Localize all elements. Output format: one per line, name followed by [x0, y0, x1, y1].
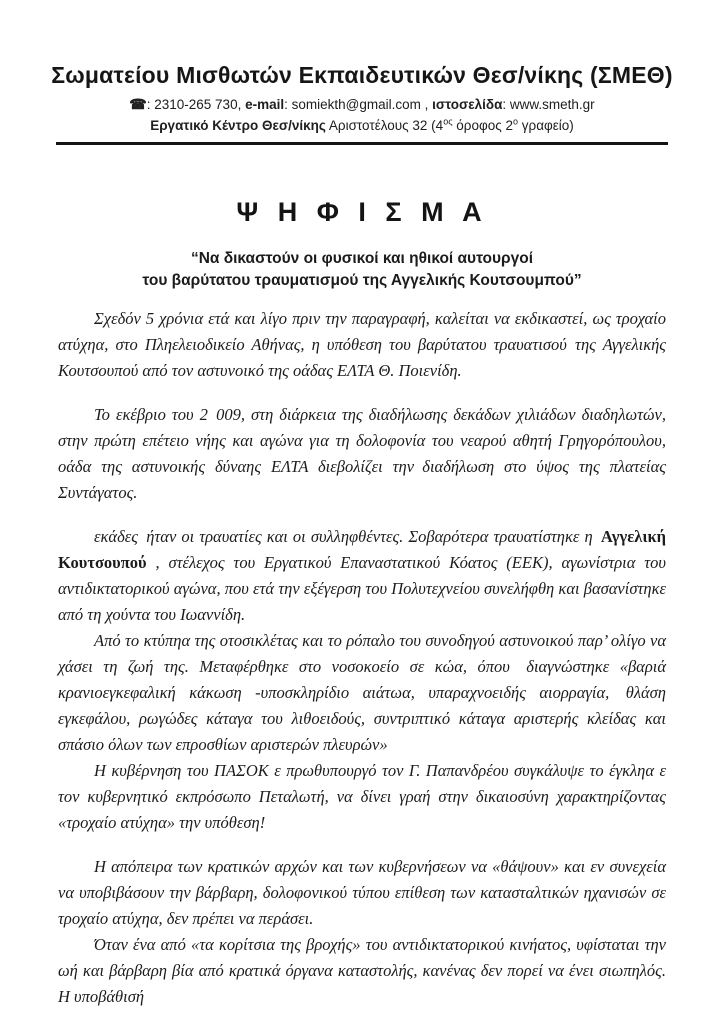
address-line	[0, 118, 724, 133]
website-value: : www.smeth.gr	[502, 97, 595, 112]
contact-line	[0, 96, 724, 113]
paragraph-3	[58, 524, 666, 628]
org-title: Σωματείου Μισθωτών Εκπαιδευτικών Θεσ/νίκης (ΣΜΕΘ)	[51, 62, 673, 88]
email-value: : somiekth@gmail.com ,	[284, 97, 433, 112]
document-main	[0, 197, 724, 1010]
address-office-text: γραφείο)	[518, 118, 574, 133]
header-divider	[56, 142, 668, 145]
address-venue: Εργατικό Κέντρο Θεσ/νίκης	[150, 118, 326, 133]
address-floor-text: όροφος 2	[452, 118, 514, 133]
highlighted-name: Αγγελική Κουτσουπού	[58, 527, 666, 572]
phone-number: : 2310-265 730,	[146, 97, 246, 112]
paragraph-4: Από το κτύπηα της οτοσικλέτας και το ρόπαλο του συνοδηγού αστυνοικού παρ’ ολίγο να χάσει τη ζωή της. Μεταφέρθηκε στο νοσοκοείο σε κώα, όπου διαγνώστηκε «βαριά κρανιοεγκεφαλική κάκωση -υποσκληρίδιο αιάτωα, υπαραχνοειδής αιορραγία, θλάση εγκεφάλου, ρωγώδες κάταγα του λιθοειδούς, συντριπτικό κάταγα αριστερής κλείδας και σπάσιο όλων των επροσθίων αριστερών πλευρών»	[58, 631, 666, 754]
phone-icon: ☎	[129, 96, 147, 112]
paragraph-7: Όταν ένα από «τα κορίτσια της βροχής» του αντιδικτατορικού κινήατος, υφίσταται την ωή και βάρβαρη βία από κρατικά όργανα καταστολής, κανένας δεν πορεί να ένει σιωπηλός. Η υποβάθισή	[58, 935, 666, 1006]
subtitle-line-1: “Να δικαστούν οι φυσικοί και ηθικοί αυτουργοί	[190, 250, 534, 267]
paragraph-3-text-cont: , στέλεχος του Εργατικού Επαναστατικού Κόατος (ΕΕΚ), αγωνίστρια του αντιδικτατορικού αγώνα, που ετά την εξέγερση του Πολυτεχνείου συνελήφθη και βασανίστηκε από τη χούντα του Ιωαννίδη.	[58, 553, 666, 624]
website-label: ιστοσελίδα	[432, 97, 503, 112]
paragraph-5: Η κυβέρνηση του ΠΑΣΟΚ ε πρωθυπουργό τον Γ. Παπανδρέου συγκάλυψε το έγκληα ε τον κυβερνητικό εκπρόσωπο Πεταλωτή, να δίνει γραή στην δικαιοσύνη χαρακτηρίζοντας «τροχαίο ατύχηα» την υπόθεση!	[58, 761, 666, 832]
paragraph-6: Η απόπειρα των κρατικών αρχών και των κυβερνήσεων να «θάψουν» και εν συνεχεία να υποβιβάσουν την βάρβαρη, δολοφονικού τύπου επίθεση των κατασταλτικών ηχανισών σε τροχαίο ατύχηα, δεν πρέπει να περάσει.	[58, 857, 666, 928]
paragraph-2: Το εκέβριο του 2 009, στη διάρκεια της διαδήλωσης δεκάδων χιλιάδων διαδηλωτών, στην πρώτη επέτειο νήης και αγώνα για τη δολοφονία του νεαρού αθητή Γρηγορόπουλου, οάδα της αστυνοικής δύναης ΕΛΤΑ διεβολίζει την διαδήλωση στο ύψος της πλατείας Συντάγατος.	[58, 405, 666, 502]
paragraph-3-text: εκάδες ήταν οι τραυατίες και οι συλληφθέντες. Σοβαρότερα τραυατίστηκε η	[94, 527, 601, 546]
body-text	[58, 306, 666, 1010]
subtitle-line-2: του βαρύτατου τραυματισμού της Αγγελικής Κουτσουμπού”	[142, 272, 582, 289]
address-street: Αριστοτέλους 32 (4	[325, 118, 444, 133]
address-office-ordinal: ο	[513, 116, 519, 127]
email-label: e-mail	[245, 97, 285, 112]
resolution-subtitle	[0, 248, 724, 292]
paragraph-1: Σχεδόν 5 χρόνια ετά και λίγο πριν την παραγραφή, καλείται να εκδικαστεί, ως τροχαίο ατύχηα, στο Πληελειοδικείο Αθήνας, η υπόθεση του βαρύτατου τραυατισού της Αγγελικής Κουτσουπού από τον αστυνοικό της οάδας ΕΛΤΑ Θ. Ποιενίδη.	[58, 309, 666, 380]
document-header	[0, 62, 724, 145]
resolution-title: Ψ Η Φ Ι Σ Μ Α	[236, 197, 488, 227]
address-floor-ordinal: ος	[443, 116, 453, 127]
